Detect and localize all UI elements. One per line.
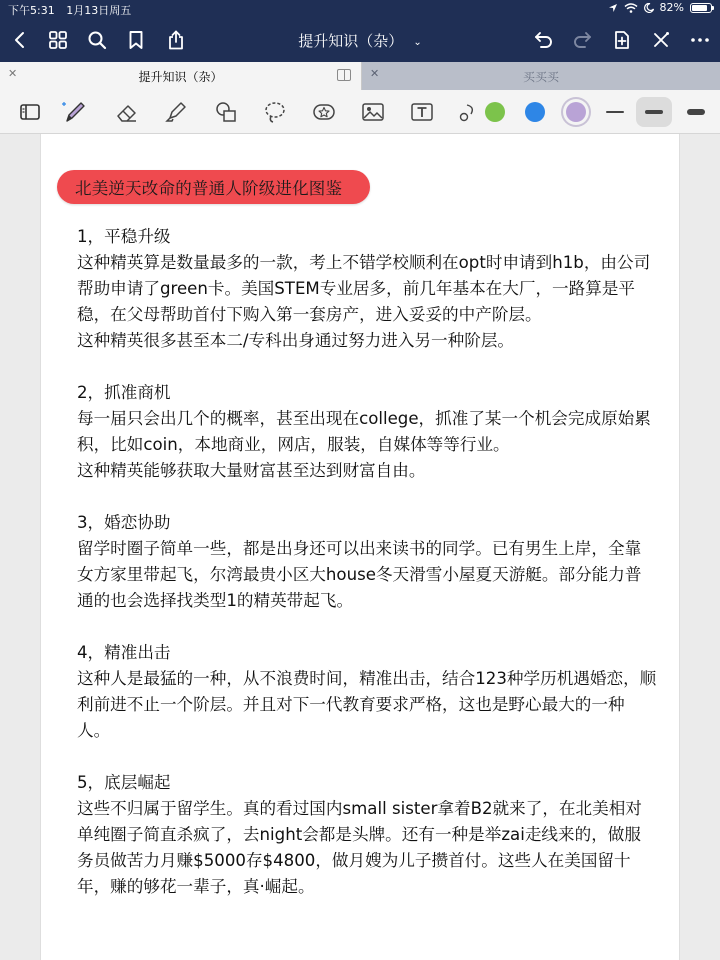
undo-icon[interactable] (530, 26, 558, 54)
lasso-icon[interactable] (261, 98, 289, 126)
headline-highlight (57, 170, 370, 204)
nav-bar (0, 18, 720, 62)
tab-close-icon[interactable]: ✕ (8, 67, 18, 80)
note-content (77, 224, 657, 926)
stroke-width-thin[interactable] (606, 111, 624, 113)
status-time: 下午5:31 (8, 4, 55, 17)
status-bar (0, 0, 720, 18)
status-date: 1月13日周五 (66, 4, 132, 17)
more-icon[interactable] (686, 26, 714, 54)
redo-icon[interactable] (568, 26, 596, 54)
section-paragraph: 这种精英算是数量最多的一款，考上不错学校顺利在opt时申请到h1b，由公司帮助申请了green卡。美国STEM专业居多，前几年基本在大厂，一路算是平稳，在父母帮助首付下购入第一套房产，进入妥妥的中产阶层。 (77, 253, 651, 324)
document-title-text: 提升知识（杂） (298, 32, 404, 50)
section-paragraph: 留学时圈子简单一些，都是出身还可以出来读书的同学。已有男生上岸，全靠女方家里带起飞，尔湾最贵小区大house冬天滑雪小屋夏天游艇。部分能力普通的也会选择找类型1的精英带起飞。 (77, 539, 642, 610)
section-paragraph: 这种人是最猛的一种，从不浪费时间，精准出击，结合123种学历机遇婚恋，顺利前进不止一个阶层。并且对下一代教育要求严格，这也是野心最大的一种人。 (77, 669, 657, 740)
stroke-width-medium (645, 110, 663, 114)
location-icon (608, 3, 618, 13)
add-page-icon[interactable] (608, 26, 636, 54)
sticker-icon[interactable] (310, 98, 338, 126)
section-title: 4，精准出击 (77, 643, 171, 662)
highlighter-icon[interactable] (162, 98, 190, 126)
color-swatch-green[interactable] (485, 102, 505, 122)
section-title: 2，抓准商机 (77, 383, 171, 402)
tab-inactive[interactable] (362, 62, 720, 90)
section-2 (77, 380, 657, 484)
section-title: 1，平稳升级 (77, 227, 171, 246)
page-thumbnail-icon[interactable] (16, 98, 44, 126)
moon-icon (644, 3, 654, 13)
tab-label: 买买买 (522, 70, 559, 84)
close-icon[interactable] (647, 26, 675, 54)
section-paragraph: 这种精英很多甚至本二/专科出身通过努力进入另一种阶层。 (77, 331, 515, 350)
tool-bar (0, 90, 720, 134)
chevron-down-icon: ⌄ (413, 37, 422, 48)
section-paragraph: 这些不归属于留学生。真的看过国内small sister拿着B2就来了，在北美相对单纯圈子简直杀疯了，去night会都是头牌。还有一种是举zai走线来的，做服务员做苦力月赚$5000存$4800，做月嫂为儿子攒首付。这些人在美国留十年，赚的够花一辈子，真·崛起。 (77, 799, 642, 896)
headline: 北美逆天改命的普通人阶级进化图鉴 (57, 170, 370, 204)
split-view-icon[interactable] (337, 69, 351, 81)
color-swatch-blue[interactable] (525, 102, 545, 122)
image-icon[interactable] (359, 98, 387, 126)
section-title: 5，底层崛起 (77, 773, 171, 792)
wifi-icon (624, 3, 638, 13)
eraser-icon[interactable] (113, 98, 141, 126)
section-1 (77, 224, 657, 354)
section-paragraph: 这种精英能够获取大量财富甚至达到财富自由。 (77, 461, 426, 480)
tab-label: 提升知识（杂） (138, 70, 223, 84)
pen-icon[interactable] (60, 98, 88, 126)
stroke-width-thick[interactable] (687, 109, 705, 115)
section-3 (77, 510, 657, 614)
tab-bar (0, 62, 720, 90)
tab-close-icon[interactable]: ✕ (370, 67, 380, 80)
shapes-icon[interactable] (212, 98, 240, 126)
section-4 (77, 640, 657, 744)
text-icon[interactable] (408, 98, 436, 126)
note-page[interactable] (40, 134, 680, 960)
section-title: 3，婚恋协助 (77, 513, 171, 532)
battery-icon (690, 3, 712, 13)
section-paragraph: 每一届只会出几个的概率，甚至出现在college，抓准了某一个机会完成原始累积，比如coin，本地商业，网店，服装，自媒体等等行业。 (77, 409, 651, 454)
laser-icon[interactable] (452, 98, 480, 126)
tab-active[interactable] (0, 62, 362, 90)
battery-percent: 82% (659, 1, 684, 14)
color-swatch-purple[interactable] (566, 102, 586, 122)
section-5 (77, 770, 657, 900)
